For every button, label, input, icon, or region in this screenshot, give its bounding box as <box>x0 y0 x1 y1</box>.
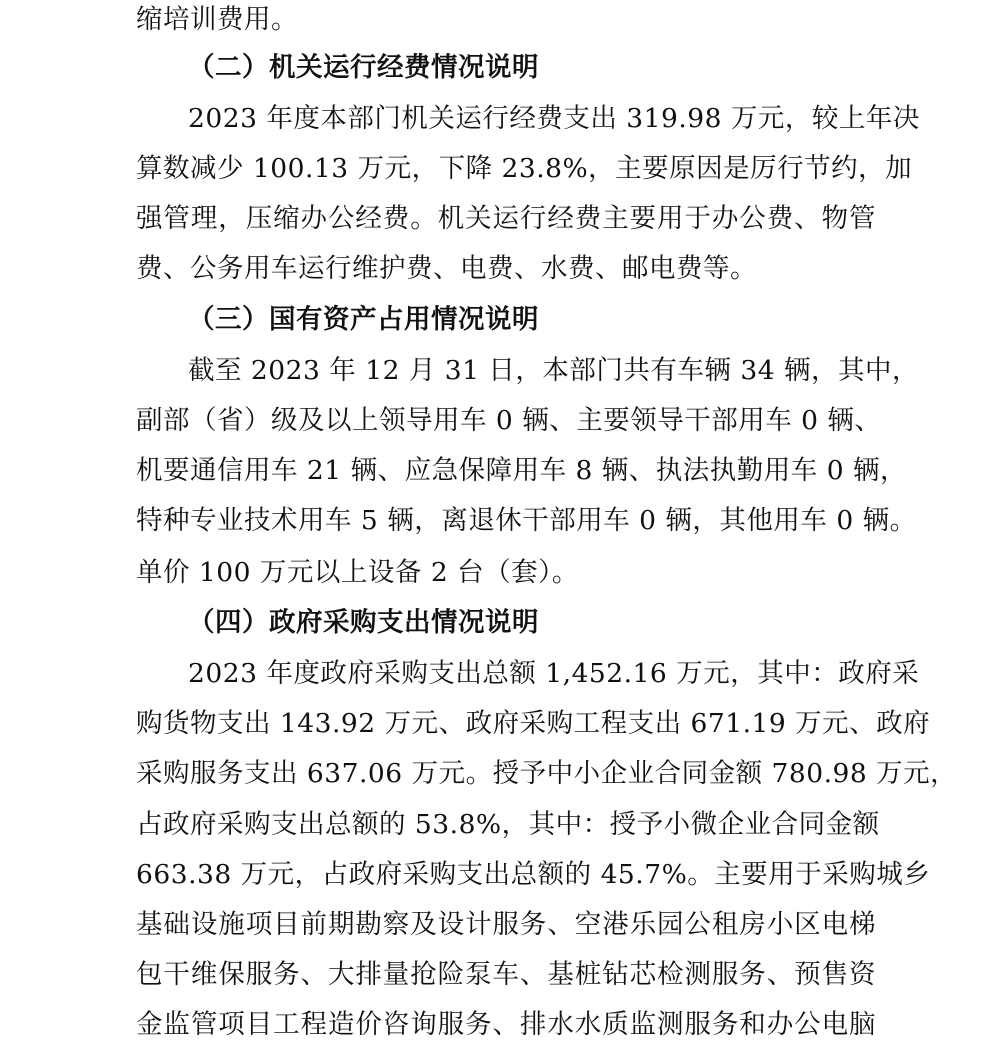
paragraph-line-continuation: 缩培训费用。 <box>136 4 298 35</box>
paragraph-line-first: 2023 年度本部门机关运行经费支出 319.98 万元，较上年决 <box>188 103 920 134</box>
paragraph-line: 占政府采购支出总额的 53.8%，其中：授予小微企业合同金额 <box>136 809 880 840</box>
section-heading-government-procurement: （四）政府采购支出情况说明 <box>188 607 539 638</box>
paragraph-line: 金监管项目工程造价咨询服务、排水水质监测服务和办公电脑 <box>136 1009 876 1040</box>
paragraph-line: 强管理，压缩办公经费。机关运行经费主要用于办公费、物管 <box>136 203 876 234</box>
paragraph-line: 机要通信用车 21 辆、应急保障用车 8 辆、执法执勤用车 0 辆， <box>136 455 907 486</box>
paragraph-line: 副部（省）级及以上领导用车 0 辆、主要领导干部用车 0 辆、 <box>136 405 882 436</box>
paragraph-line: 包干维保服务、大排量抢险泵车、基桩钻芯检测服务、预售资 <box>136 959 876 990</box>
paragraph-line-last: 单价 100 万元以上设备 2 台（套）。 <box>136 557 579 588</box>
paragraph-line: 采购服务支出 637.06 万元。授予中小企业合同金额 780.98 万元， <box>136 758 958 789</box>
paragraph-line: 购货物支出 143.92 万元、政府采购工程支出 671.19 万元、政府 <box>136 708 931 739</box>
section-heading-operating-expenses: （二）机关运行经费情况说明 <box>188 52 539 83</box>
paragraph-line-last: 费、公务用车运行维护费、电费、水费、邮电费等。 <box>136 253 757 284</box>
section-heading-state-assets: （三）国有资产占用情况说明 <box>188 304 539 335</box>
paragraph-line-first: 截至 2023 年 12 月 31 日，本部门共有车辆 34 辆，其中， <box>188 355 919 386</box>
paragraph-line: 基础设施项目前期勘察及设计服务、空港乐园公租房小区电梯 <box>136 909 876 940</box>
paragraph-line: 663.38 万元，占政府采购支出总额的 45.7%。主要用于采购城乡 <box>136 859 931 890</box>
paragraph-line-first: 2023 年度政府采购支出总额 1,452.16 万元，其中：政府采 <box>188 658 920 689</box>
paragraph-line: 特种专业技术用车 5 辆，离退休干部用车 0 辆，其他用车 0 辆。 <box>136 505 917 536</box>
paragraph-line: 算数减少 100.13 万元，下降 23.8%，主要原因是厉行节约，加 <box>136 153 913 184</box>
